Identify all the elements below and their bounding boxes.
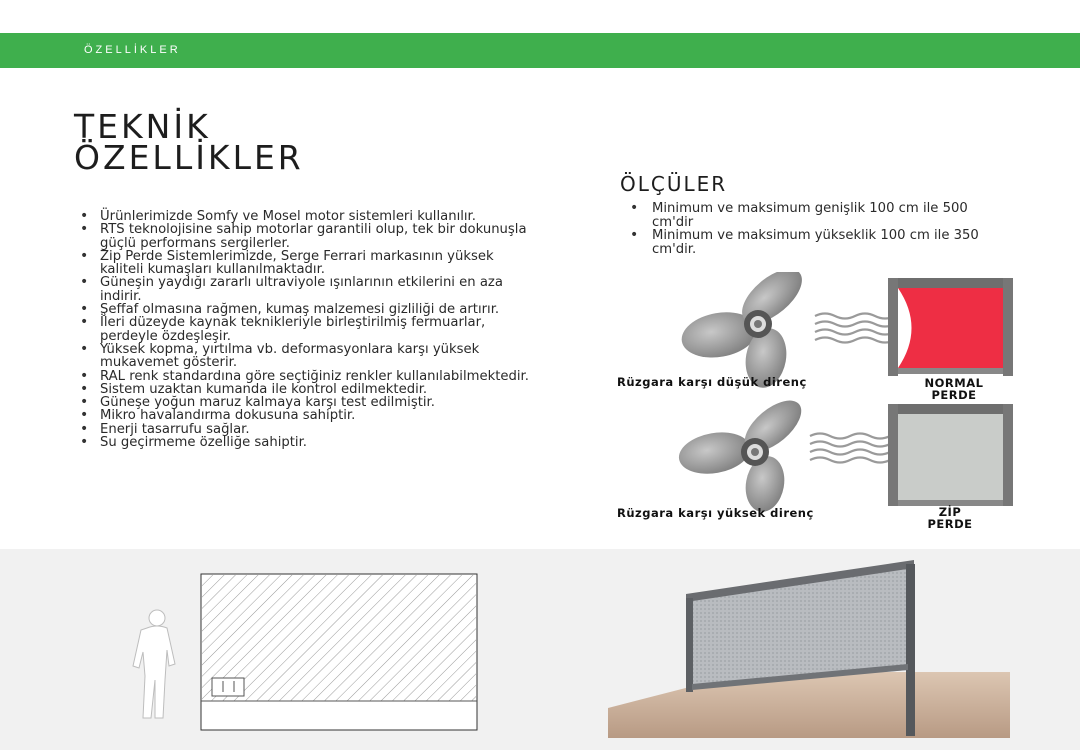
- feature-item: • Zip Perde Sistemlerimizde, Serge Ferrari markasının yüksek kaliteli kumaşları kullanılmaktadır.: [80, 250, 540, 277]
- feature-item: • Enerji tasarrufu sağlar.: [80, 423, 540, 436]
- feature-item: • Güneşin yaydığı zararlı ultraviyole ışınlarının etkilerini en aza indirir.: [80, 276, 540, 303]
- feature-item: • Su geçirmeme özelliğe sahiptir.: [80, 436, 540, 449]
- zip-curtain-diagram: [888, 404, 1013, 506]
- low-resistance-label: Rüzgara karşı düşük direnç: [617, 375, 807, 389]
- person-silhouette: [133, 610, 175, 718]
- title-line-1: TEKNİK: [74, 107, 211, 146]
- feature-item: • RTS teknolojisine sahip motorlar garantili olup, tek bir dokunuşla güçlü performans sergilerler.: [80, 223, 540, 250]
- dimensions-title: ÖLÇÜLER: [620, 172, 728, 196]
- high-resistance-label: Rüzgara karşı yüksek direnç: [617, 506, 814, 520]
- zip-curtain-label: [902, 506, 998, 530]
- title-line-2: ÖZELLİKLER: [74, 138, 304, 177]
- fan-icon: [678, 272, 811, 391]
- normal-curtain-label-line1: NORMAL: [924, 376, 984, 390]
- feature-item: • Ürünlerimizde Somfy ve Mosel motor sistemleri kullanılır.: [80, 210, 540, 223]
- feature-list: [80, 210, 540, 449]
- wind-icon: [815, 314, 895, 343]
- feature-item: • İleri düzeyde kaynak teknikleriyle birleştirilmiş fermuarlar, perdeyle özdeşleşir.: [80, 316, 540, 343]
- dimensions-list: [630, 202, 1000, 256]
- fan-icon: [676, 391, 810, 515]
- section-banner: [0, 33, 1080, 68]
- page-title: [74, 107, 304, 177]
- zip-curtain-3d: [608, 560, 1010, 740]
- dimension-item: • Minimum ve maksimum genişlik 100 cm ile 500 cm'dir: [630, 202, 1000, 229]
- feature-item: • Sistem uzaktan kumanda ile kontrol edilmektedir.: [80, 383, 540, 396]
- zip-curtain-label-line2: PERDE: [927, 517, 973, 531]
- feature-item: • Yüksek kopma, yırtılma vb. deformasyonlara karşı yüksek mukavemet gösterir.: [80, 343, 540, 370]
- feature-item: • Mikro havalandırma dokusuna sahiptir.: [80, 409, 540, 422]
- normal-curtain-diagram: [888, 278, 1013, 376]
- feature-item: • RAL renk standardına göre seçtiğiniz renkler kullanılabilmektedir.: [80, 370, 540, 383]
- section-label: ÖZELLİKLER: [84, 44, 181, 56]
- curtain-technical-drawing: [95, 568, 485, 736]
- dimension-item: • Minimum ve maksimum yükseklik 100 cm ile 350 cm'dir.: [630, 229, 1000, 256]
- feature-item: • Şeffaf olmasına rağmen, kumaş malzemesi gizliliği de artırır.: [80, 303, 540, 316]
- zip-curtain-label-line1: ZİP: [938, 505, 962, 519]
- normal-curtain-label: [902, 377, 1006, 401]
- feature-item: • Güneşe yoğun maruz kalmaya karşı test edilmiştir.: [80, 396, 540, 409]
- normal-curtain-label-line2: PERDE: [931, 388, 977, 402]
- wind-icon: [810, 434, 890, 463]
